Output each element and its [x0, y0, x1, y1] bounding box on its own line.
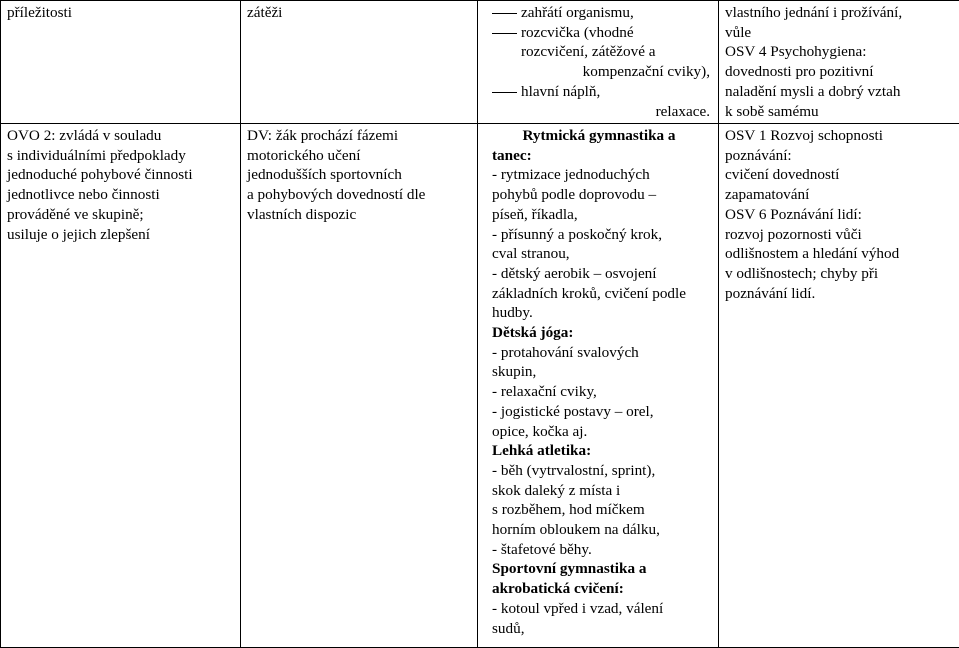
- text-line: příležitosti: [7, 3, 236, 23]
- content-text-line: - kotoul vpřed i vzad, válení: [484, 599, 714, 619]
- cell-r1-c2: [241, 1, 478, 124]
- section-heading: Sportovní gymnastika a: [484, 559, 714, 579]
- content-text-line: základních kroků, cvičení podle: [484, 284, 714, 304]
- description-text-line: a pohybových dovedností dle: [247, 185, 473, 205]
- dash-list-text: zahřátí organismu,: [521, 4, 634, 21]
- content-text-line: - štafetové běhy.: [484, 540, 714, 560]
- dash-bullet-icon: [492, 33, 517, 34]
- text-line: zátěži: [247, 3, 473, 23]
- outcome-text-line: OVO 2: zvládá v souladu: [7, 126, 236, 146]
- dash-bullet-icon: [492, 13, 517, 14]
- text-line: naladění mysli a dobrý vztah: [725, 82, 955, 102]
- table-row-top: [1, 1, 959, 124]
- section-heading: akrobatická cvičení:: [484, 579, 714, 599]
- description-text-line: motorického učení: [247, 146, 473, 166]
- content-text-line: cval stranou,: [484, 244, 714, 264]
- content-text-line: - přísunný a poskočný krok,: [484, 225, 714, 245]
- content-text-line: horním obloukem na dálku,: [484, 520, 714, 540]
- cross-topic-text-line: cvičení dovedností: [725, 165, 955, 185]
- description-text-line: vlastních dispozic: [247, 205, 473, 225]
- content-text-line: - jogistické postavy – orel,: [484, 402, 714, 422]
- cell-r2-c3: [478, 124, 719, 648]
- dash-list-text: rozcvičení, zátěžové a: [521, 43, 656, 60]
- content-text-line: sudů,: [484, 619, 714, 639]
- content-text-line: s rozběhem, hod míčkem: [484, 500, 714, 520]
- table-row-main: [1, 124, 959, 648]
- cross-topic-text-line: zapamatování: [725, 185, 955, 205]
- content-text-line: opice, kočka aj.: [484, 422, 714, 442]
- cross-topic-text-line: rozvoj pozornosti vůči: [725, 225, 955, 245]
- cross-topic-text-line: OSV 1 Rozvoj schopnosti: [725, 126, 955, 146]
- content-text-line: - protahování svalových: [484, 343, 714, 363]
- dash-list-text: rozcvička (vhodné: [521, 24, 634, 41]
- dash-list-item: [484, 82, 714, 102]
- dash-list-item-continuation: [484, 62, 714, 82]
- content-text-line: pohybů podle doprovodu –: [484, 185, 714, 205]
- dash-list-item-continuation: [484, 42, 714, 62]
- dash-list-item-continuation: [484, 102, 714, 122]
- content-text-line: - dětský aerobik – osvojení: [484, 264, 714, 284]
- content-text-line: - rytmizace jednoduchých: [484, 165, 714, 185]
- dash-list-item: [484, 23, 714, 43]
- cell-r1-c3: [478, 1, 719, 124]
- cell-r2-c1: [1, 124, 241, 648]
- outcome-text-line: prováděné ve skupině;: [7, 205, 236, 225]
- section-heading: Rytmická gymnastika a: [484, 126, 714, 146]
- text-line: k sobě samému: [725, 102, 955, 122]
- content-text-line: skupin,: [484, 362, 714, 382]
- cross-topic-text-line: v odlišnostech; chyby při: [725, 264, 955, 284]
- content-text-line: skok daleký z místa i: [484, 481, 714, 501]
- cell-r2-c4: [719, 124, 959, 648]
- dash-bullet-icon: [492, 92, 517, 93]
- description-text-line: DV: žák prochází fázemi: [247, 126, 473, 146]
- cross-topic-text-line: OSV 6 Poznávání lidí:: [725, 205, 955, 225]
- cell-r2-c2: [241, 124, 478, 648]
- dash-list-item: [484, 3, 714, 23]
- content-text-line: hudby.: [484, 303, 714, 323]
- content-text-line: - relaxační cviky,: [484, 382, 714, 402]
- section-heading: tanec:: [484, 146, 714, 166]
- content-text-line: - běh (vytrvalostní, sprint),: [484, 461, 714, 481]
- outcome-text-line: jednotlivce nebo činnosti: [7, 185, 236, 205]
- outcome-text-line: jednoduché pohybové činnosti: [7, 165, 236, 185]
- cross-topic-text-line: poznávání:: [725, 146, 955, 166]
- cross-topic-text-line: poznávání lidí.: [725, 284, 955, 304]
- cross-topic-text-line: odlišnostem a hledání výhod: [725, 244, 955, 264]
- text-line: dovednosti pro pozitivní: [725, 62, 955, 82]
- cell-r1-c4: [719, 1, 959, 124]
- text-line: vlastního jednání i prožívání,: [725, 3, 955, 23]
- dash-list-text: kompenzační cviky),: [583, 63, 710, 80]
- content-text-line: píseň, říkadla,: [484, 205, 714, 225]
- description-text-line: jednodušších sportovních: [247, 165, 473, 185]
- cell-r1-c1: [1, 1, 241, 124]
- dash-list-text: relaxace.: [656, 103, 710, 120]
- text-line: vůle: [725, 23, 955, 43]
- dash-list-text: hlavní náplň,: [521, 83, 600, 100]
- outcome-text-line: s individuálními předpoklady: [7, 146, 236, 166]
- outcome-text-line: usiluje o jejich zlepšení: [7, 225, 236, 245]
- text-line: OSV 4 Psychohygiena:: [725, 42, 955, 62]
- section-heading: Dětská jóga:: [484, 323, 714, 343]
- section-heading: Lehká atletika:: [484, 441, 714, 461]
